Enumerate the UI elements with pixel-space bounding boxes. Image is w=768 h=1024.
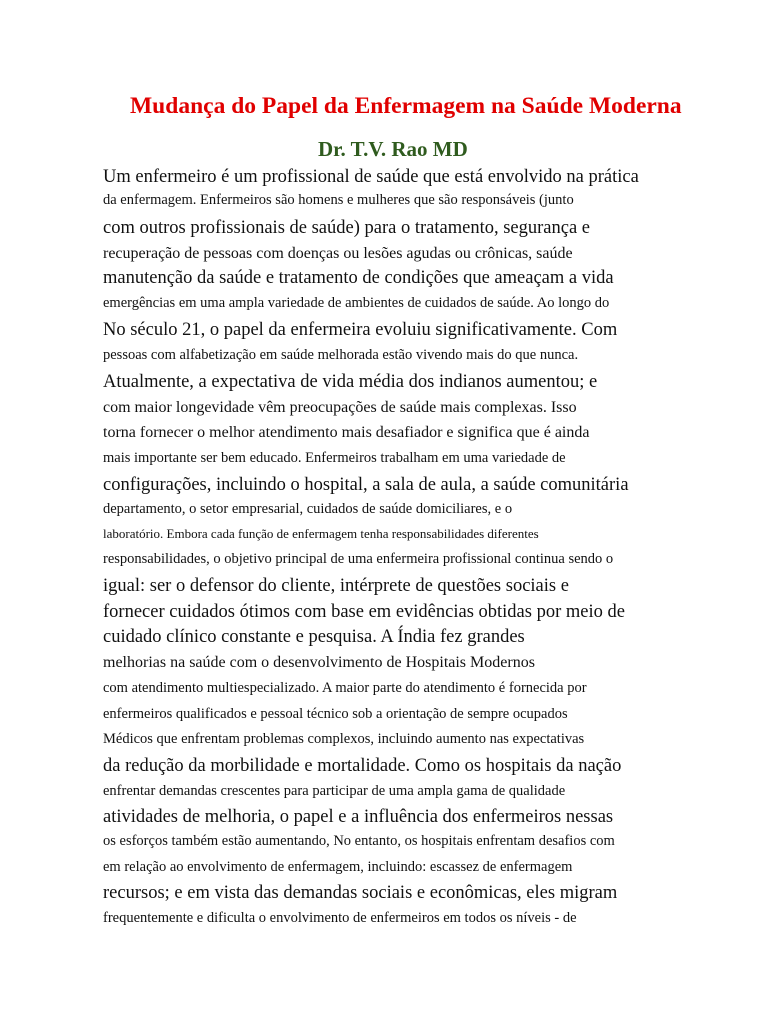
body-line: com atendimento multiespecializado. A maior parte do atendimento é fornecida por bbox=[103, 680, 587, 696]
body-line: responsabilidades, o objetivo principal de uma enfermeira profissional continua sendo o bbox=[103, 551, 614, 567]
body-line: melhorias na saúde com o desenvolvimento de Hospitais Modernos bbox=[103, 654, 535, 671]
body-line: igual: ser o defensor do cliente, intérprete de questões sociais e bbox=[103, 576, 569, 596]
body-line: Atualmente, a expectativa de vida média dos indianos aumentou; e bbox=[103, 372, 598, 392]
body-line: manutenção da saúde e tratamento de condições que ameaçam a vida bbox=[103, 268, 614, 288]
body-line: com outros profissionais de saúde) para o tratamento, segurança e bbox=[103, 218, 590, 238]
body-line: enfermeiros qualificados e pessoal técnico sob a orientação de sempre ocupados bbox=[103, 706, 568, 722]
body-line: torna fornecer o melhor atendimento mais desafiador e significa que é ainda bbox=[103, 424, 590, 441]
body-line: configurações, incluindo o hospital, a sala de aula, a saúde comunitária bbox=[103, 475, 629, 495]
body-line: frequentemente e dificulta o envolvimento de enfermeiros em todos os níveis - de bbox=[103, 910, 577, 926]
body-line: departamento, o setor empresarial, cuidados de saúde domiciliares, e o bbox=[103, 501, 513, 517]
body-line: da enfermagem. Enfermeiros são homens e mulheres que são responsáveis (junto bbox=[103, 192, 574, 208]
body-line: cuidado clínico constante e pesquisa. A Índia fez grandes bbox=[103, 627, 525, 647]
body-line: em relação ao envolvimento de enfermagem, incluindo: escassez de enfermagem bbox=[103, 859, 573, 875]
body-line: recursos; e em vista das demandas sociais e econômicas, eles migram bbox=[103, 883, 618, 903]
body-line: Médicos que enfrentam problemas complexos, incluindo aumento nas expectativas bbox=[103, 731, 585, 747]
body-line: enfrentar demandas crescentes para participar de uma ampla gama de qualidade bbox=[103, 783, 566, 799]
body-line: com maior longevidade vêm preocupações de saúde mais complexas. Isso bbox=[103, 399, 577, 416]
body-line: Um enfermeiro é um profissional de saúde que está envolvido na prática bbox=[103, 167, 639, 187]
body-line: os esforços também estão aumentando, No entanto, os hospitais enfrentam desafios com bbox=[103, 833, 615, 849]
body-line: da redução da morbilidade e mortalidade. Como os hospitais da nação bbox=[103, 756, 622, 776]
body-line: No século 21, o papel da enfermeira evoluiu significativamente. Com bbox=[103, 320, 618, 340]
document-title: Mudança do Papel da Enfermagem na Saúde Moderna bbox=[130, 93, 682, 119]
body-line: laboratório. Embora cada função de enfermagem tenha responsabilidades diferentes bbox=[103, 526, 539, 541]
body-line: atividades de melhoria, o papel e a influência dos enfermeiros nessas bbox=[103, 807, 614, 827]
body-line: mais importante ser bem educado. Enfermeiros trabalham em uma variedade de bbox=[103, 450, 566, 466]
body-line: emergências em uma ampla variedade de ambientes de cuidados de saúde. Ao longo do bbox=[103, 295, 610, 311]
document-author: Dr. T.V. Rao MD bbox=[318, 137, 468, 161]
body-line: fornecer cuidados ótimos com base em evidências obtidas por meio de bbox=[103, 602, 625, 622]
body-line: pessoas com alfabetização em saúde melhorada estão vivendo mais do que nunca. bbox=[103, 347, 579, 363]
body-line: recuperação de pessoas com doenças ou lesões agudas ou crônicas, saúde bbox=[103, 245, 573, 262]
